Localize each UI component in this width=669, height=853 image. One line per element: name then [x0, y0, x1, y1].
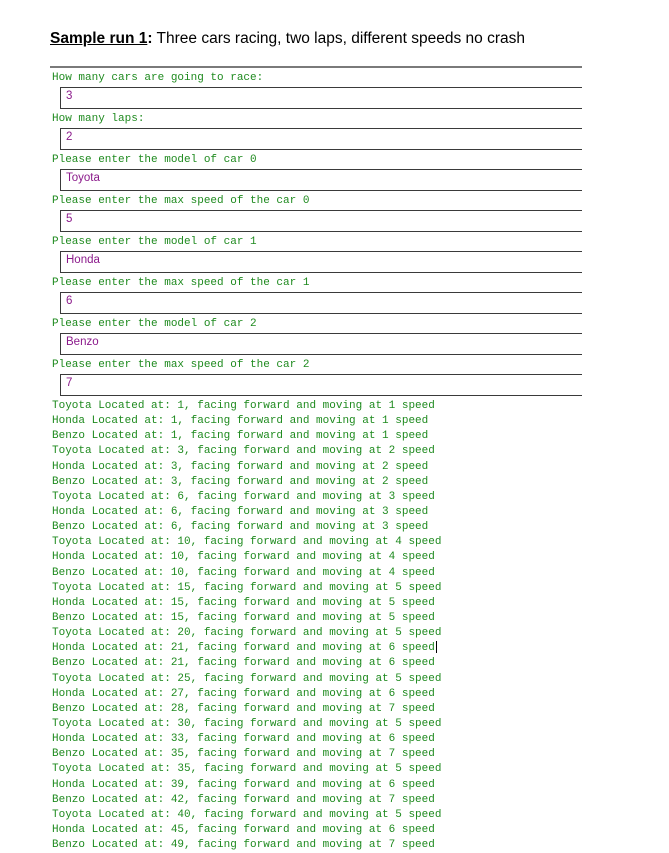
- output-line-text: Toyota Located at: 30, facing forward and moving at 5 speed: [52, 717, 442, 730]
- output-line: [50, 778, 582, 793]
- output-line-text: Toyota Located at: 10, facing forward and moving at 4 speed: [52, 536, 442, 549]
- input-prompts: [50, 69, 582, 396]
- output-line: [50, 823, 582, 838]
- output-line: [50, 490, 582, 505]
- console-prompt: Please enter the model of car 1: [52, 236, 257, 248]
- output-line-text: Honda Located at: 15, facing forward and moving at 5 speed: [52, 596, 435, 609]
- console-prompt: Please enter the max speed of the car 1: [52, 277, 310, 289]
- output-line: [50, 747, 582, 762]
- output-line-text: Honda Located at: 39, facing forward and moving at 6 speed: [52, 778, 435, 791]
- output-line-text: Benzo Located at: 49, facing forward and moving at 7 speed: [52, 839, 435, 852]
- output-line: [50, 505, 582, 520]
- output-line-text: Benzo Located at: 35, facing forward and moving at 7 speed: [52, 748, 435, 761]
- output-line-text: Benzo Located at: 42, facing forward and moving at 7 speed: [52, 793, 435, 806]
- output-line-text: Toyota Located at: 40, facing forward and moving at 5 speed: [52, 808, 442, 821]
- output-line: [50, 656, 582, 671]
- output-line: [50, 550, 582, 565]
- output-line-text: Honda Located at: 33, facing forward and moving at 6 speed: [52, 733, 435, 746]
- output-line: [50, 762, 582, 777]
- output-line-text: Toyota Located at: 15, facing forward and moving at 5 speed: [52, 581, 442, 594]
- output-line: [50, 702, 582, 717]
- console-input-value: 6: [66, 295, 73, 307]
- console-input-field[interactable]: [60, 374, 582, 396]
- output-line-text: Benzo Located at: 3, facing forward and moving at 2 speed: [52, 475, 429, 488]
- output-line: [50, 399, 582, 414]
- console-input-field[interactable]: [60, 292, 582, 314]
- output-line-text: Honda Located at: 45, facing forward and moving at 6 speed: [52, 823, 435, 836]
- output-line: [50, 717, 582, 732]
- output-line: [50, 460, 582, 475]
- output-line-text: Benzo Located at: 28, facing forward and moving at 7 speed: [52, 702, 435, 715]
- text-caret: [436, 641, 437, 653]
- output-line: [50, 641, 582, 656]
- output-line-text: Benzo Located at: 6, facing forward and moving at 3 speed: [52, 521, 429, 534]
- race-output: [50, 399, 582, 853]
- heading-colon: :: [147, 30, 153, 47]
- output-line-text: Toyota Located at: 25, facing forward and moving at 5 speed: [52, 672, 442, 685]
- console-input-value: 5: [66, 213, 73, 225]
- output-line-text: Honda Located at: 27, facing forward and moving at 6 speed: [52, 687, 435, 700]
- output-line: [50, 520, 582, 535]
- output-line: [50, 414, 582, 429]
- console-input-field[interactable]: [60, 87, 582, 109]
- console-prompt: How many laps:: [52, 113, 145, 125]
- output-line-text: Toyota Located at: 20, facing forward and moving at 5 speed: [52, 627, 442, 640]
- console-input-value: 3: [66, 90, 73, 102]
- output-line-text: Toyota Located at: 35, facing forward and moving at 5 speed: [52, 763, 442, 776]
- output-line-text: Honda Located at: 1, facing forward and moving at 1 speed: [52, 415, 429, 428]
- console-panel: [50, 66, 582, 853]
- output-line: [50, 444, 582, 459]
- output-line-text: Benzo Located at: 15, facing forward and moving at 5 speed: [52, 611, 435, 624]
- output-line: [50, 535, 582, 550]
- output-line-text: Benzo Located at: 10, facing forward and moving at 4 speed: [52, 566, 435, 579]
- output-line: [50, 672, 582, 687]
- console-input-field[interactable]: [60, 169, 582, 191]
- page-heading: [50, 30, 525, 48]
- console-input-field[interactable]: [60, 251, 582, 273]
- console-input-value: 2: [66, 131, 73, 143]
- output-line: [50, 611, 582, 626]
- output-line-text: Honda Located at: 21, facing forward and moving at 6 speed: [52, 642, 435, 655]
- console-input-value: Benzo: [66, 336, 99, 348]
- output-line-text: Benzo Located at: 21, facing forward and moving at 6 speed: [52, 657, 435, 670]
- output-line: [50, 596, 582, 611]
- output-line-text: Honda Located at: 3, facing forward and moving at 2 speed: [52, 460, 429, 473]
- output-line: [50, 793, 582, 808]
- console-prompt: Please enter the model of car 2: [52, 318, 257, 330]
- output-line: [50, 429, 582, 444]
- console-prompt: Please enter the max speed of the car 0: [52, 195, 310, 207]
- output-line: [50, 808, 582, 823]
- output-line: [50, 566, 582, 581]
- output-line: [50, 475, 582, 490]
- heading-label: Sample run 1: [50, 30, 148, 47]
- heading-description: Three cars racing, two laps, different speeds no crash: [152, 30, 525, 47]
- console-input-field[interactable]: [60, 333, 582, 355]
- output-line-text: Honda Located at: 6, facing forward and moving at 3 speed: [52, 505, 429, 518]
- output-line-text: Toyota Located at: 1, facing forward and moving at 1 speed: [52, 400, 435, 412]
- output-line: [50, 732, 582, 747]
- output-line-text: Benzo Located at: 1, facing forward and moving at 1 speed: [52, 430, 429, 443]
- console-input-field[interactable]: [60, 210, 582, 232]
- output-line-text: Toyota Located at: 6, facing forward and moving at 3 speed: [52, 490, 435, 503]
- console-prompt: Please enter the model of car 0: [52, 154, 257, 166]
- console-prompt: Please enter the max speed of the car 2: [52, 359, 310, 371]
- console-input-field[interactable]: [60, 128, 582, 150]
- output-line: [50, 581, 582, 596]
- output-line-text: Honda Located at: 10, facing forward and moving at 4 speed: [52, 551, 435, 564]
- output-line-text: Toyota Located at: 3, facing forward and moving at 2 speed: [52, 445, 435, 458]
- output-line: [50, 687, 582, 702]
- console-input-value: 7: [66, 377, 73, 389]
- console-input-value: Honda: [66, 254, 100, 266]
- output-line: [50, 626, 582, 641]
- console-prompt: How many cars are going to race:: [52, 72, 264, 84]
- console-input-value: Toyota: [66, 172, 100, 184]
